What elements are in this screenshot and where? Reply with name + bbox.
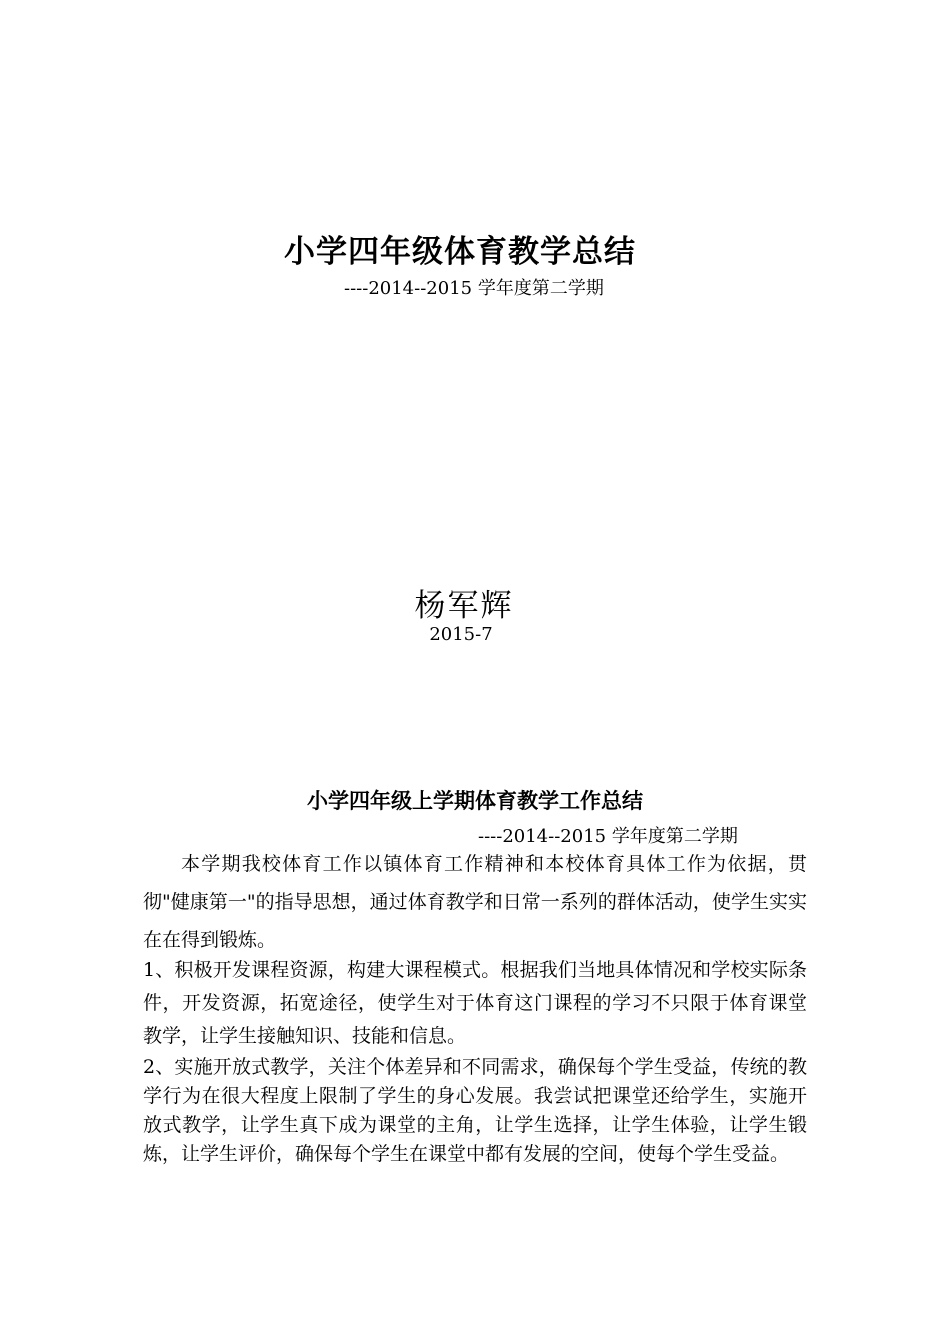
cover-subtitle: ----2014--2015 学年度第二学期 xyxy=(344,278,604,299)
report-paragraph-1: 1、积极开发课程资源，构建大课程模式。根据我们当地具体情况和学校实际条件，开发资源，拓宽途径，使学生对于体育这门课程的学习不只限于体育课堂教学，让学生接触知识、技能和信息。 xyxy=(143,959,807,1047)
report-paragraph-intro: 本学期我校体育工作以镇体育工作精神和本校体育具体工作为依据，贯彻"健康第一"的指导思想，通过体育教学和日常一系列的群体活动，使学生实实在在得到锻炼。 xyxy=(143,853,807,951)
report-paragraph-2: 2、实施开放式教学，关注个体差异和不同需求，确保每个学生受益，传统的教学行为在很大程度上限制了学生的身心发展。我尝试把课堂还给学生，实施开放式教学，让学生真下成为课堂的主角，让学生选择，让学生体验，让学生锻炼，让学生评价，确保每个学生在课堂中都有发展的空间，使每个学生受益。 xyxy=(143,1056,807,1165)
report-subtitle: ----2014--2015 学年度第二学期 xyxy=(478,826,738,847)
cover-author: 杨军辉 xyxy=(414,588,514,624)
cover-date: 2015-7 xyxy=(429,624,493,645)
cover-title: 小学四年级体育教学总结 xyxy=(284,234,636,270)
report-title: 小学四年级上学期体育教学工作总结 xyxy=(307,789,643,813)
